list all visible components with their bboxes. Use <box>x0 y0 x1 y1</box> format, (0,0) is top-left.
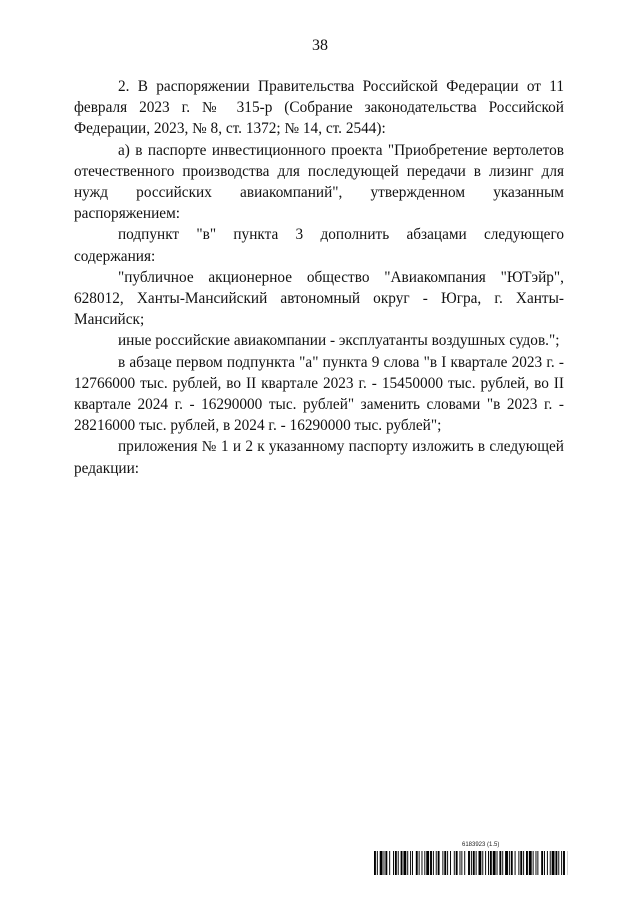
barcode-bar <box>433 851 434 875</box>
barcode-bar <box>493 851 496 875</box>
barcode-bar <box>515 851 516 875</box>
paragraph-point-9-amendment: в абзаце первом подпункта "а" пункта 9 слова "в I квартале 2023 г. - 12766000 тыс. рублей, во II квартале 2023 г. - 15450000 тыс. рублей, во II квартале 2024 г. - 16290000 тыс. рублей" заменить словами "в 2023 г. - 28216000 тыс. рублей, в 2024 г. - 16290000 тыс. рублей"; <box>74 353 564 435</box>
barcode-bar <box>558 851 559 875</box>
barcode-bar <box>464 851 465 875</box>
barcode-bar <box>412 851 413 875</box>
paragraph-utair-entry: "публичное акционерное общество "Авиакомпания "ЮТэйр", 628012, Ханты-Мансийский автономный округ - Югра, г. Ханты-Мансийск; <box>74 268 564 329</box>
barcode-bar <box>471 851 472 875</box>
barcode-bar <box>529 851 532 875</box>
barcode-bar <box>401 851 403 875</box>
barcode-bar <box>547 851 548 875</box>
barcode-bar <box>536 851 537 875</box>
barcode-bar <box>403 851 406 875</box>
barcode-bar <box>537 851 538 875</box>
barcode-bar <box>526 851 528 875</box>
barcode-bar <box>561 851 562 875</box>
barcode-bar <box>447 851 448 875</box>
barcode-bar <box>482 851 483 875</box>
barcode-bar <box>395 851 397 875</box>
paragraph-amendment-intro: 2. В распоряжении Правительства Российской Федерации от 11 февраля 2023 г. № 315-р (Собрание законодательства Российской Федерации, 2023, № 8, ст. 1372; № 14, ст. 2544): <box>74 78 564 138</box>
barcode-bar <box>438 851 440 875</box>
barcode-bar <box>407 851 408 875</box>
page-number: 38 <box>312 37 328 54</box>
barcode-bar <box>473 851 475 875</box>
barcode-bar <box>422 851 423 875</box>
barcode-bar <box>552 851 555 875</box>
barcode-image <box>374 851 568 875</box>
document-body <box>74 76 564 479</box>
paragraph-subpoint-v: подпункт "в" пункта 3 дополнить абзацами следующего содержания: <box>74 226 564 265</box>
barcode-bar <box>377 851 378 875</box>
barcode-bar <box>424 851 425 875</box>
paragraph-appendices: приложения № 1 и 2 к указанному паспорту изложить в следующей редакции: <box>74 438 564 477</box>
barcode-bar <box>460 851 461 875</box>
barcode-bar <box>505 851 508 875</box>
barcode-bar <box>523 851 524 875</box>
barcode-bar <box>442 851 443 875</box>
barcode-bar <box>555 851 557 875</box>
barcode-bar <box>374 851 376 875</box>
barcode-bar <box>426 851 429 875</box>
barcode-bar <box>476 851 477 875</box>
document-code: 6183923 (1.5) <box>462 842 500 848</box>
barcode-bar <box>410 851 411 875</box>
barcode-bar <box>488 851 489 875</box>
barcode-bar <box>393 851 394 875</box>
barcode-bar <box>389 851 390 875</box>
barcode-bar <box>385 851 387 875</box>
barcode-bar <box>541 851 543 875</box>
barcode-bar <box>461 851 462 875</box>
barcode-bar <box>563 851 565 875</box>
barcode-bar <box>520 851 522 875</box>
barcode-bar <box>468 851 470 875</box>
barcode-bar <box>436 851 437 875</box>
barcode-bar <box>518 851 519 875</box>
barcode-bar <box>533 851 534 875</box>
barcode-bar <box>497 851 498 875</box>
barcode-bar <box>544 851 545 875</box>
barcode-bar <box>416 851 418 875</box>
barcode-bar <box>444 851 446 875</box>
barcode-bar <box>430 851 432 875</box>
barcode-bar <box>550 851 551 875</box>
barcode-bar <box>485 851 486 875</box>
barcode-bar <box>384 851 385 875</box>
barcode-bar <box>398 851 399 875</box>
barcode-bar <box>454 851 455 875</box>
barcode-bar <box>479 851 482 875</box>
barcode-bar <box>502 851 503 875</box>
barcode-bar <box>499 851 501 875</box>
barcode-bar <box>511 851 513 875</box>
paragraph-passport-amendment: а) в паспорте инвестиционного проекта "Приобретение вертолетов отечественного производства для последующей передачи в лизинг для нужд российских авиакомпаний", утвержденном указанным распоряжением: <box>74 141 564 223</box>
barcode-bar <box>490 851 492 875</box>
paragraph-other-airlines: иные российские авиакомпании - эксплуатанты воздушных судов."; <box>118 332 560 350</box>
barcode-bar <box>450 851 451 875</box>
barcode-bar <box>419 851 420 875</box>
barcode-bar <box>456 851 458 875</box>
barcode-bar <box>380 851 383 875</box>
barcode-bar <box>509 851 510 875</box>
